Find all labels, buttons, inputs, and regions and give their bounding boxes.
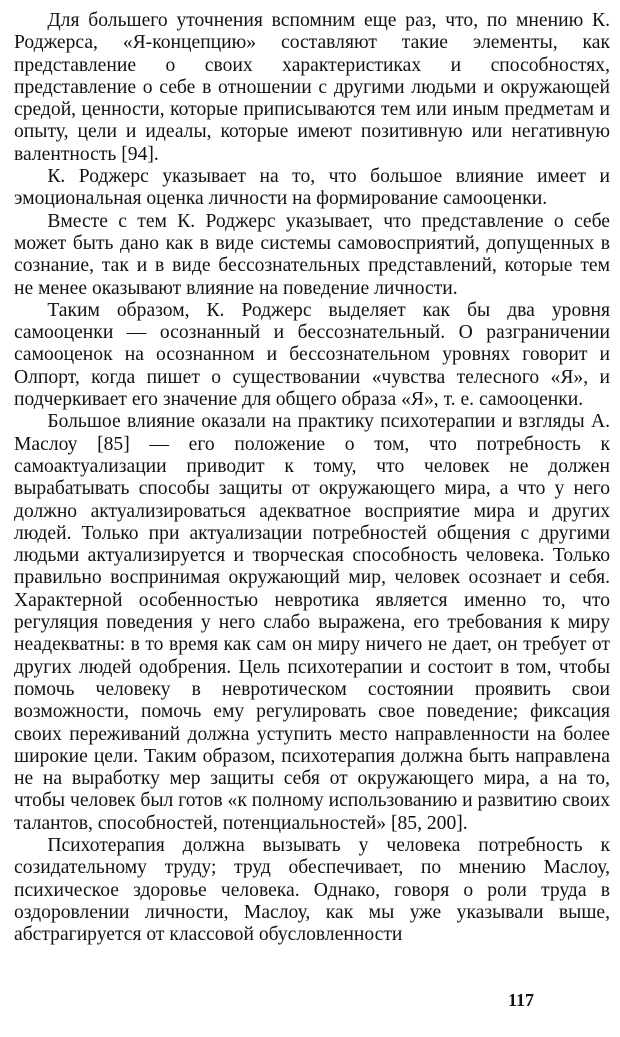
paragraph: Большое влияние оказали на практику психотерапии и взгляды А. Маслоу [85] — его положение о том, что потребность к самоактуализации приводит к тому, что человек не должен вырабатывать способы защиты от окружающего мира, а что у него должно актуализироваться адекватное восприятие мира и других людей. Только при актуализации потребностей общения с другими людьми актуализируется и творческая способность человека. Только правильно воспринимая окружающий мир, человек осознает и себя. Характерной особенностью невротика является именно то, что регуляция поведения у него слабо выражена, его требования к миру неадекватны: в то время как сам он миру ничего не дает, он требует от других людей одобрения. Цель психотерапии и состоит в том, чтобы помочь человеку в невротическом состоянии проявить свои возможности, помочь ему регулировать свое поведение; фиксация своих переживаний должна уступить место направленности на более широкие цели. Таким образом, психотерапия должна быть направлена не на выработку мер защиты себя от окружающего мира, а на то, чтобы человек был готов «к полному использованию и развитию своих талантов, способностей, потенциальностей» [85, 200]. bbox=[14, 411, 610, 834]
paragraph: Для большего уточнения вспомним еще раз, что, по мнению К. Роджерса, «Я-концепцию» составляют такие элементы, как представление о своих характеристиках и способностях, представление о себе в отношении с другими людьми и окружающей средой, ценности, которые приписываются тем или иным предметам и опыту, цели и идеалы, которые имеют позитивную или негативную валентность [94]. bbox=[14, 10, 610, 165]
paragraph: Психотерапия должна вызывать у человека потребность к созидательному труду; труд обеспечивает, по мнению Маслоу, психическое здоровье человека. Однако, говоря о роли труда в оздоровлении личности, Маслоу, как мы уже указывали выше, абстрагируется от классовой обусловленности bbox=[14, 834, 610, 946]
paragraph: К. Роджерс указывает на то, что большое влияние имеет и эмоциональная оценка личности на формирование самооценки. bbox=[14, 166, 610, 210]
body-text bbox=[14, 10, 610, 946]
paragraph: Таким образом, К. Роджерс выделяет как бы два уровня самооценки — осознанный и бессознательный. О разграничении самооценок на осознанном и бессознательном уровнях говорит и Олпорт, когда пишет о существовании «чувства телесного «Я», и подчеркивает его значение для общего образа «Я», т. е. самооценки. bbox=[14, 299, 610, 411]
page-number: 117 bbox=[507, 990, 534, 1010]
paragraph: Вместе с тем К. Роджерс указывает, что представление о себе может быть дано как в виде системы самовосприятий, допущенных в сознание, так и в виде бессознательных представлений, которые тем не менее оказывают влияние на поведение личности. bbox=[14, 210, 610, 299]
